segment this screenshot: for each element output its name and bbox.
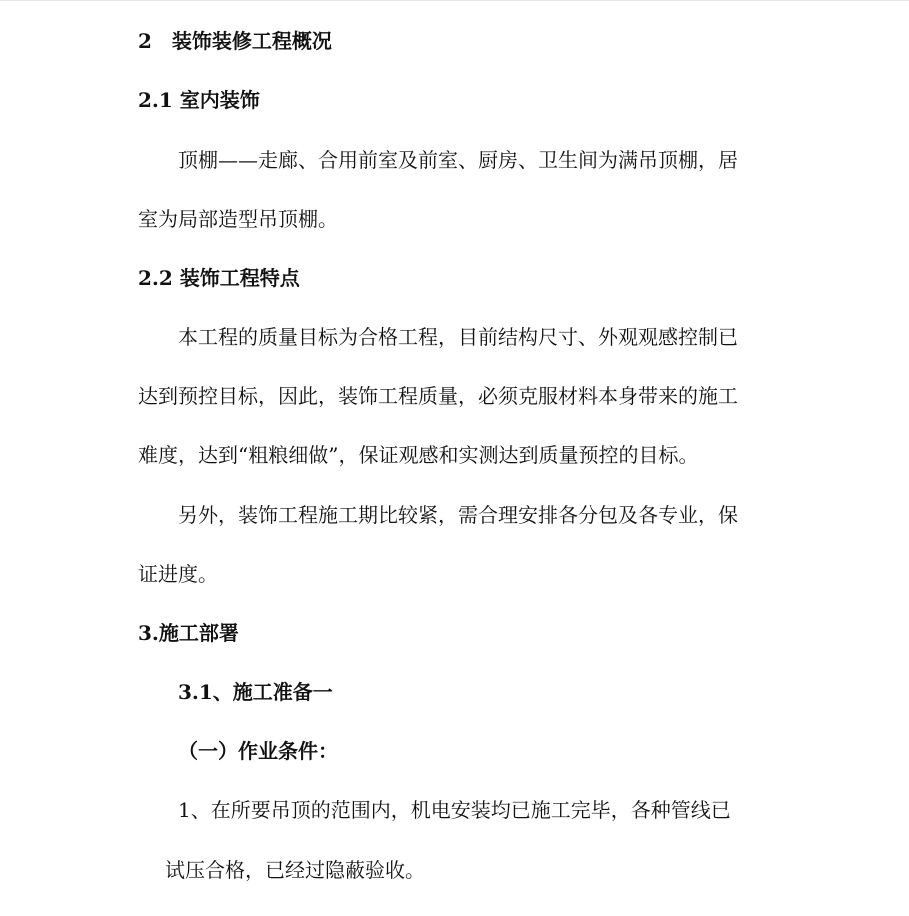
schedule-paragraph-line-1: 另外，装饰工程施工期比较紧，需合理安排各分包及各专业，保 xyxy=(178,503,738,527)
section-heading-2-1: 2.1 室内装饰 xyxy=(138,88,260,112)
section-heading-3: 3.施工部署 xyxy=(138,621,239,645)
section-heading-2-2: 2.2 装饰工程特点 xyxy=(138,266,300,290)
work-conditions-heading: （一）作业条件： xyxy=(178,739,338,763)
section-heading-3-1: 3.1、施工准备一 xyxy=(178,680,333,704)
quality-paragraph-line-2: 达到预控目标，因此，装饰工程质量，必须克服材料本身带来的施工 xyxy=(138,384,738,408)
ceiling-paragraph-line-1: 顶棚——走廊、合用前室及前室、厨房、卫生间为满吊顶棚，居 xyxy=(178,148,738,172)
condition-item-1-line-2: 试压合格，已经过隐蔽验收。 xyxy=(165,858,425,882)
schedule-paragraph-line-2: 证进度。 xyxy=(138,562,218,586)
section-heading-2: 2 装饰装修工程概况 xyxy=(138,29,332,53)
quality-paragraph-line-1: 本工程的质量目标为合格工程，目前结构尺寸、外观观感控制已 xyxy=(178,325,738,349)
quality-paragraph-line-3: 难度，达到“粗粮细做”，保证观感和实测达到质量预控的目标。 xyxy=(138,443,699,467)
condition-item-1-line-1: 1、在所要吊顶的范围内，机电安装均已施工完毕，各种管线已 xyxy=(178,798,731,822)
ceiling-paragraph-line-2: 室为局部造型吊顶棚。 xyxy=(138,207,338,231)
